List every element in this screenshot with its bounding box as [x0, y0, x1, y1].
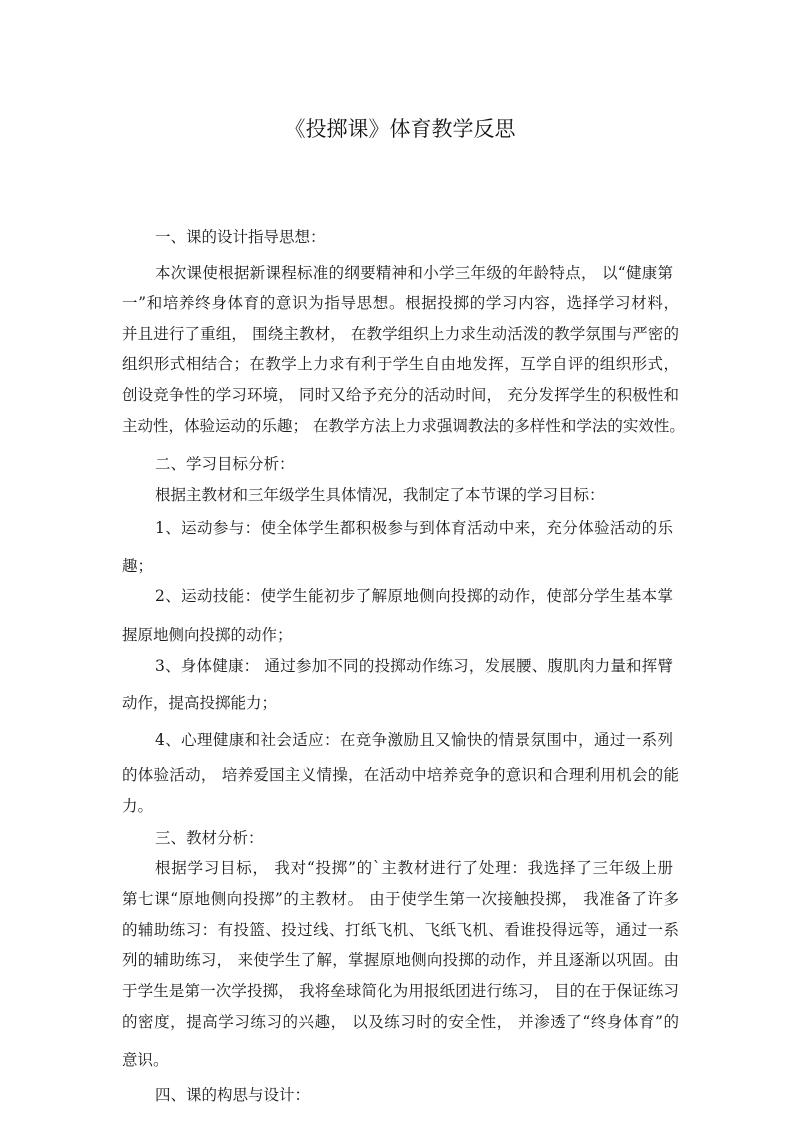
objective-line: 趣；	[122, 557, 154, 575]
paragraph-line: 意识。	[122, 1051, 169, 1069]
paragraph-line: 创设竞争性的学习环境， 同时又给予充分的活动时间， 充分发挥学生的积极性和	[122, 386, 679, 404]
paragraph-line: 组织形式相结合；在教学上力求有利于学生自由地发挥，互学自评的组织形式，	[122, 355, 679, 373]
section-heading-course-design: 四、课的构思与设计：	[155, 1086, 311, 1104]
objective-line: 3、身体健康： 通过参加不同的投掷动作练习，发展腰、腹肌肉力量和挥臂	[155, 657, 673, 675]
paragraph-line: 的辅助练习：有投篮、投过线、打纸飞机、飞纸飞机、看谁投得远等，通过一系	[122, 921, 679, 939]
paragraph-line: 列的辅助练习， 来使学生了解，掌握原地侧向投掷的动作，并且逐渐以巩固。由	[122, 951, 679, 969]
paragraph-line: 于学生是第一次学投掷， 我将垒球简化为用报纸团进行练习， 目的在于保证练习	[122, 982, 679, 1000]
page-title: 《投掷课》体育教学反思	[284, 117, 516, 141]
paragraph-line: 主动性，体验运动的乐趣； 在教学方法上力求强调教法的多样性和学法的实效性。	[122, 417, 685, 435]
objective-line: 1、运动参与：使全体学生都积极参与到体育活动中来，充分体验活动的乐	[155, 519, 673, 537]
paragraph-line: 一”和培养终身体育的意识为指导思想。根据投掷的学习内容，选择学习材料，	[122, 294, 679, 312]
paragraph-line: 根据主教材和三年级学生具体情况，我制定了本节课的学习目标：	[155, 486, 605, 504]
section-heading-design-idea: 一、课的设计指导思想：	[155, 228, 326, 246]
paragraph-line: 并且进行了重组， 围绕主教材， 在教学组织上力求生动活泼的教学氛围与严密的	[122, 325, 679, 343]
objective-line: 4、心理健康和社会适应：在竞争激励且又愉快的情景氛围中，通过一系列	[155, 731, 673, 749]
objective-line: 动作，提高投掷能力；	[122, 694, 278, 712]
objective-line: 力。	[122, 797, 154, 815]
paragraph-line: 第七课“原地侧向投掷”的主教材。 由于使学生第一次接触投掷， 我准备了许多	[122, 890, 679, 908]
objective-line: 握原地侧向投掷的动作；	[122, 626, 293, 644]
section-heading-materials: 三、教材分析：	[155, 829, 264, 847]
paragraph-line: 根据学习目标， 我对“投掷”的`主教材进行了处理：我选择了三年级上册	[155, 859, 673, 877]
paragraph-line: 本次课使根据新课程标准的纲要精神和小学三年级的年龄特点， 以“健康第	[155, 264, 673, 282]
objective-line: 的体验活动， 培养爱国主义情操，在活动中培养竞争的意识和合理利用机会的能	[122, 766, 679, 784]
section-heading-objectives: 二、学习目标分析：	[155, 455, 295, 473]
paragraph-line: 的密度，提高学习练习的兴趣， 以及练习时的安全性， 并渗透了“终身体育”的	[122, 1013, 679, 1031]
objective-line: 2、运动技能：使学生能初步了解原地侧向投掷的动作，使部分学生基本掌	[155, 587, 673, 605]
